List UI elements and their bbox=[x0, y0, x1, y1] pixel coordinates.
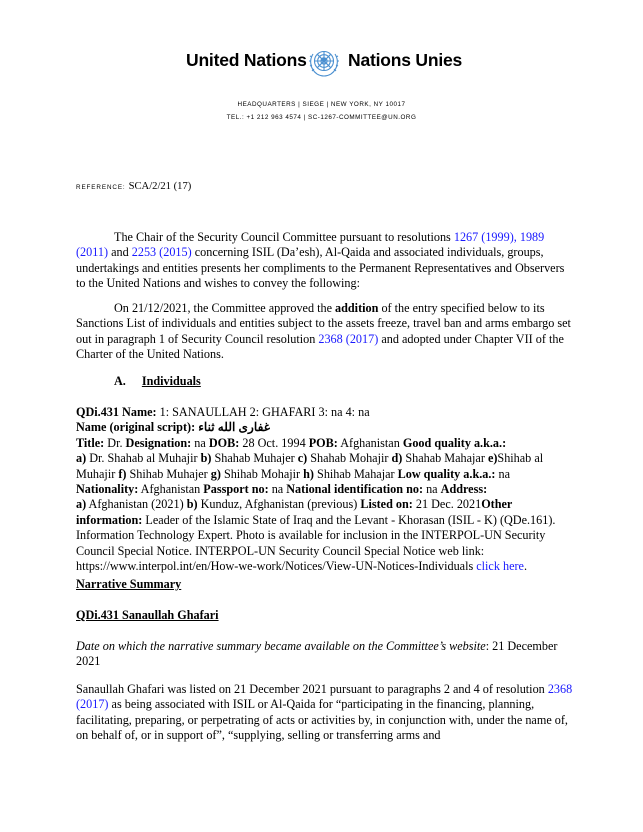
entry-national-id-value: na bbox=[423, 482, 441, 497]
entry-name-label: QDi.431 Name: bbox=[76, 405, 157, 419]
entry-nationality-value: Afghanistan bbox=[138, 482, 204, 497]
un-emblem-icon bbox=[306, 44, 342, 80]
aka-b-label: b) bbox=[200, 451, 212, 466]
entry-designation-value: na bbox=[191, 435, 209, 450]
addition-text-1: On 21/12/2021, the Committee approved the bbox=[114, 301, 336, 315]
intro-text-3: concerning ISIL (Da’esh), Al-Qaida and associated individuals, groups, undertakings and entities presents her compliments to the Permanent Representatives and Observers to the United Nations and wishes to convey the following: bbox=[76, 245, 565, 291]
address-a-label: a) bbox=[76, 497, 87, 512]
narrative-resolution-link-2368[interactable]: 2368 (2017) bbox=[76, 682, 573, 712]
entry-other-info-label: Other information: bbox=[76, 497, 513, 527]
entry-title-label: Title: bbox=[76, 435, 105, 450]
aka-h-value: Shihab Mahajar bbox=[314, 466, 398, 481]
aka-f-label: f) bbox=[118, 466, 127, 481]
aka-c-value: Shahab Mohajir bbox=[307, 451, 392, 466]
section-a-letter: A. bbox=[114, 374, 126, 388]
entry-listed-on-label: Listed on: bbox=[360, 497, 413, 512]
org-name-en: United Nations bbox=[186, 50, 307, 70]
entry-pob-label: POB: bbox=[308, 435, 338, 450]
narrative-body-text-1: Sanaullah Ghafari was listed on 21 December 2021 pursuant to paragraphs 2 and 4 of resolution bbox=[76, 682, 548, 696]
aka-c-label: c) bbox=[297, 451, 308, 466]
narrative-subheading-text: QDi.431 Sanaullah Ghafari bbox=[76, 608, 219, 622]
addition-text-3: and adopted under Chapter VII of the Charter of the United Nations. bbox=[76, 331, 564, 362]
address-line-2: TEL.: +1 212 963 4574 | SC-1267-COMMITTEE@UN.ORG bbox=[226, 114, 417, 121]
section-a-heading bbox=[76, 374, 574, 389]
aka-f-value: Shihab Muhajer bbox=[126, 466, 211, 481]
entry-nationality-label: Nationality: bbox=[76, 482, 139, 497]
aka-a-value: Dr. Shahab al Muhajir bbox=[86, 451, 201, 466]
entry-pob-value: Afghanistan bbox=[337, 435, 403, 450]
entry-low-aka-label: Low quality a.k.a.: bbox=[397, 466, 496, 481]
entry-original-script-label: Name (original script): bbox=[76, 420, 196, 435]
org-name-fr: Nations Unies bbox=[348, 50, 463, 70]
addition-bold: addition bbox=[335, 301, 379, 315]
resolution-link-1267-1989[interactable]: 1267 (1999), 1989 (2011) bbox=[76, 230, 545, 260]
entry-national-id-label: National identification no: bbox=[286, 482, 424, 497]
address-line-1: HEADQUARTERS | SIEGE | NEW YORK, NY 10017 bbox=[237, 101, 406, 108]
letterhead bbox=[0, 44, 643, 84]
section-a-title: Individuals bbox=[141, 374, 201, 388]
aka-a-label: a) bbox=[76, 451, 87, 466]
intro-text-1: The Chair of the Security Council Committee pursuant to resolutions bbox=[114, 230, 454, 244]
entry-title-value: Dr. bbox=[104, 435, 126, 450]
narrative-body bbox=[76, 682, 574, 744]
entry-listed-on-value: 21 Dec. 2021 bbox=[412, 497, 482, 512]
entry-dob-label: DOB: bbox=[208, 435, 240, 450]
interpol-click-here-link[interactable]: click here bbox=[476, 559, 524, 574]
narrative-date-value: : 21 December 2021 bbox=[76, 639, 558, 669]
entry-passport-value: na bbox=[268, 482, 287, 497]
entry-name-value: 1: SANAULLAH 2: GHAFARI 3: na 4: na bbox=[156, 405, 370, 419]
intro-text-2: and bbox=[108, 245, 132, 260]
aka-b-value: Shahab Muhajer bbox=[211, 451, 298, 466]
entry-low-aka-value: na bbox=[495, 466, 511, 481]
aka-e-label: e) bbox=[487, 451, 498, 466]
entry-other-info-value: Leader of the Islamic State of Iraq and the Levant - Khorasan (ISIL - K) (QDe.161). Information Technology Expert. Photo is available for inclusion in the INTERPOL-UN Security Council Special Notice. INTERPOL-UN Security Council Special Notice web link: https://www.interpol.int/en/How-we-work/Notices/View-UN-Notices-Individuals bbox=[76, 512, 556, 574]
aka-g-value: Shihab Mohajir bbox=[220, 466, 304, 481]
address-a-value: Afghanistan (2021) bbox=[86, 497, 187, 512]
reference-value: SCA/2/21 (17) bbox=[128, 181, 192, 192]
narrative-summary-heading: Narrative Summary bbox=[76, 577, 182, 591]
resolution-link-2253[interactable]: 2253 (2015) bbox=[131, 245, 192, 260]
narrative-date-label: Date on which the narrative summary became available on the Committee’s website bbox=[76, 639, 486, 653]
aka-d-value: Shahab Mahajar bbox=[402, 451, 488, 466]
aka-d-label: d) bbox=[391, 451, 403, 466]
addition-text-2: of the entry specified below to its Sanctions List of individuals and entities subject to the assets freeze, travel ban and arms embargo set out in paragraph 1 of Security Council resolution bbox=[76, 301, 571, 346]
address-b-label: b) bbox=[186, 497, 198, 512]
entry-original-script-value: غفاری الله ثناء bbox=[195, 420, 271, 435]
narrative-heading bbox=[76, 577, 574, 592]
resolution-link-2368[interactable]: 2368 (2017) bbox=[318, 331, 379, 346]
entry-designation-label: Designation: bbox=[125, 435, 192, 450]
aka-h-label: h) bbox=[303, 466, 314, 481]
entry-good-aka-label: Good quality a.k.a.: bbox=[402, 435, 507, 450]
sanctions-entry bbox=[76, 405, 574, 574]
reference bbox=[76, 181, 191, 192]
addition-paragraph bbox=[76, 301, 574, 363]
address-b-value: Kunduz, Afghanistan (previous) bbox=[197, 497, 361, 512]
entry-end: . bbox=[523, 559, 527, 574]
reference-label: REFERENCE: bbox=[76, 184, 126, 191]
intro-paragraph bbox=[76, 230, 574, 292]
aka-g-label: g) bbox=[210, 466, 221, 481]
narrative-subheading bbox=[76, 608, 574, 623]
narrative-body-text-2: as being associated with ISIL or Al-Qaida for “participating in the financing, planning, facilitating, preparing, or perpetrating of acts or activities by, in conjunction with, under the name of, on behalf of, or in support of”, “supplying, selling or transferring arms and bbox=[76, 697, 568, 743]
aka-e-value: Shihab al Muhajir bbox=[76, 451, 544, 481]
narrative-date bbox=[76, 639, 574, 670]
entry-passport-label: Passport no: bbox=[203, 482, 269, 497]
entry-dob-value: 28 Oct. 1994 bbox=[239, 435, 309, 450]
entry-address-label: Address: bbox=[440, 482, 488, 497]
